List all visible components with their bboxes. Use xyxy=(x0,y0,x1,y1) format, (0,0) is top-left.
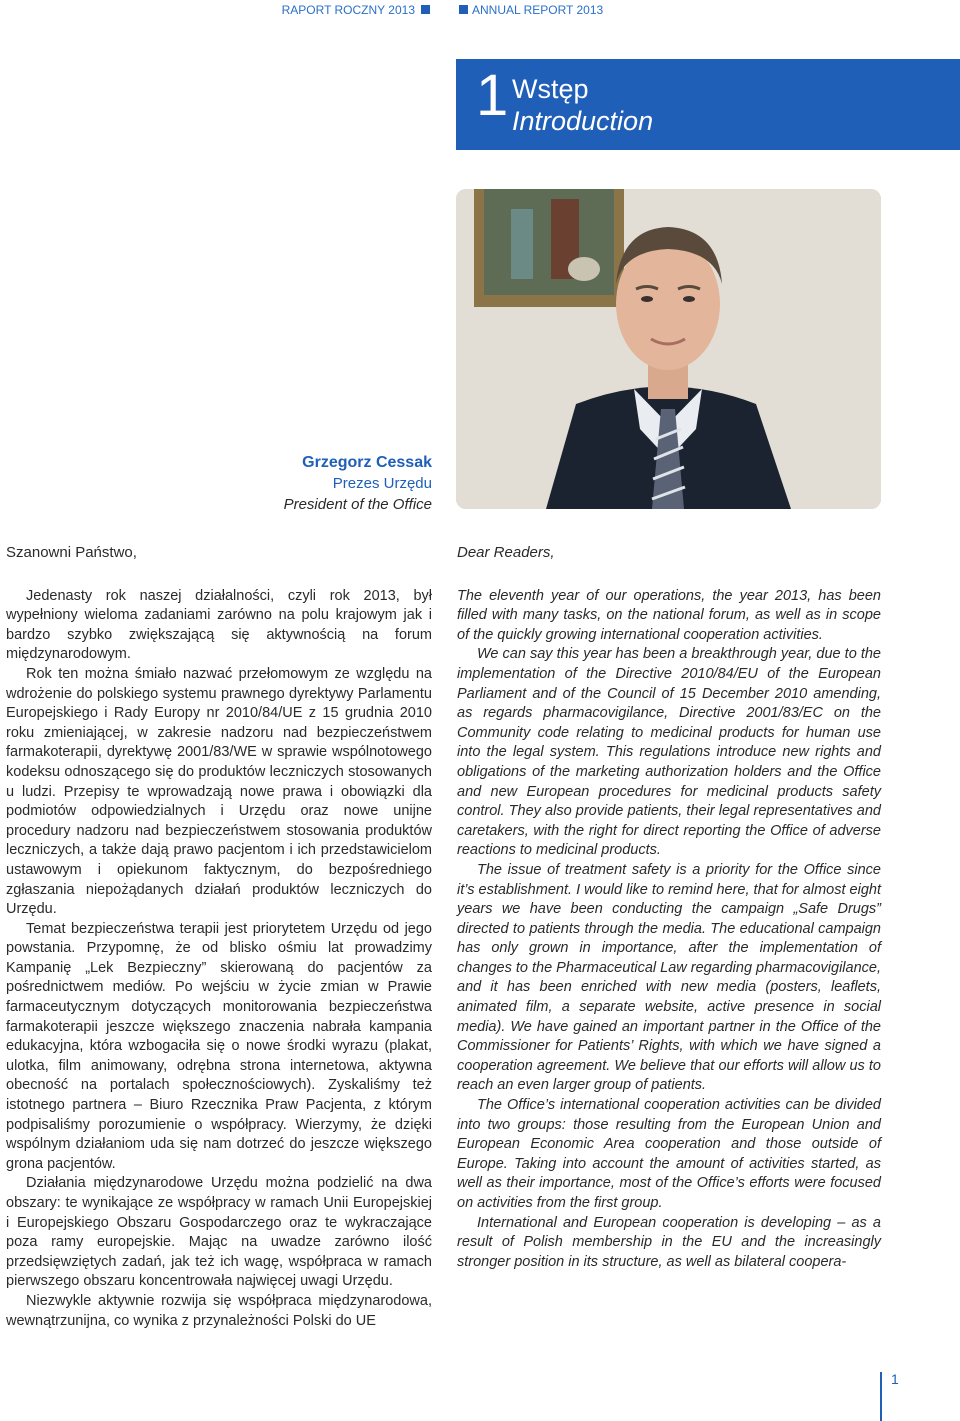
paragraph: Niezwykle aktywnie rozwija się współpraca międzynarodowa, wewnątrzunijna, co wynika z przynależności Polski do UE xyxy=(6,1292,432,1329)
paragraph: The issue of treatment safety is a priority for the Office since it’s establishment. I would like to remind here, that for almost eight years we have been conducting the campaign „Safe Drugs” directed to patients through the media. The educational campaign has only grown in importance, after the implementation of changes to the Pharmaceutical Law regarding pharmacovigilance, and it has been enriched with new media (posters, leaflets, animated film, a separate website, active presence in social media). We have gained an important partner in the Office of the Commissioner for Patients’ Rights, with which we have signed a cooperation agreement. We believe that our efforts will allow us to reach an even larger group of patients. xyxy=(457,861,881,1094)
chapter-number: 1 xyxy=(476,63,509,128)
square-bullet-icon xyxy=(421,5,430,14)
chapter-title-pl: Wstęp xyxy=(512,74,589,104)
running-header xyxy=(0,0,960,20)
person-role-en: President of the Office xyxy=(283,496,432,513)
paragraph: The Office’s international cooperation activities can be divided into two groups: those resulting from the European Union and European Economic Area cooperation and those outside of Europe. Taking into account the amount of activities started, as well as their importance, most of the Office’s efforts were focused on activities from the first group. xyxy=(457,1097,881,1211)
column-polish xyxy=(6,543,432,1331)
portrait-photo xyxy=(456,189,881,509)
paragraph: Jedenasty rok naszej działalności, czyli rok 2013, był wypełniony wieloma zadaniami zarówno na polu krajowym jak i bardzo szybko zwiększającą się aktywnością na forum międzynarodowym. xyxy=(6,587,432,663)
paragraph: Działania międzynarodowe Urzędu można podzielić na dwa obszary: te wynikające ze współpracy w ramach Unii Europejskiej i Europejskiego Obszaru Gospodarczego oraz te wykraczające poza ramy europejskie. Mając na uwadze zarówno ilość przedsięwziętych zadań, jak też ich wagę, współpraca w ramach pierwszego obszaru koncentrowała najwięcej uwagi Urzędu. xyxy=(6,1175,432,1290)
person-role-pl: Prezes Urzędu xyxy=(332,475,432,492)
paragraph: The eleventh year of our operations, the year 2013, has been filled with many tasks, on the national forum, as well as in scope of the quickly growing international cooperation activities. xyxy=(457,587,881,643)
portrait-caption xyxy=(284,452,432,515)
greeting-pl: Szanowni Państwo, xyxy=(6,544,137,561)
portrait-image xyxy=(456,189,881,509)
paragraph: Temat bezpieczeństwa terapii jest priorytetem Urzędu od jego powstania. Przypomnę, że od blisko ośmiu lat prowadzimy Kampanię „Lek Bezpieczny” skierowaną do pacjentów za pośrednictwem mediów. Po wejściu w życie zmian w Prawie farmaceutycznym dotyczących monitorowania bezpieczeństwa farmakoterapii jeszcze większego znaczenia nabrała kampania edukacyjna, która wzbogaciła się o nowe środki wyrazu (plakat, ulotka, film animowany, odrębna strona internetowa, aktywna obecność na portalach społecznościowych). Zyskaliśmy też istotnego partnera – Biuro Rzecznika Praw Pacjenta, z którym podpisaliśmy porozumienie o współpracy. Wierzymy, że dzięki wspólnym działaniom uda się nam dotrzeć do jeszcze większego grona pacjentów. xyxy=(6,920,432,1172)
page-number-rule xyxy=(880,1372,882,1421)
person-name: Grzegorz Cessak xyxy=(302,454,432,471)
header-label-en: ANNUAL REPORT 2013 xyxy=(472,3,604,17)
column-english xyxy=(457,543,881,1272)
header-label-pl: RAPORT ROCZNY 2013 xyxy=(281,3,415,17)
chapter-title-en: Introduction xyxy=(512,106,654,136)
page-number: 1 xyxy=(891,1371,899,1387)
greeting-en: Dear Readers, xyxy=(457,544,555,561)
paragraph: International and European cooperation is developing – as a result of Polish membership in the EU and the increasingly stronger position in its structure, as well as bilateral coopera- xyxy=(457,1214,881,1270)
paragraph: Rok ten można śmiało nazwać przełomowym ze względu na wdrożenie do polskiego systemu prawnego dyrektywy Parlamentu Europejskiego i Rady Europy nr 2010/84/UE z 15 grudnia 2010 roku zmieniającej, w zakresie nadzoru nad bezpieczeństwem farmakoterapii, dyrektywę 2001/83/WE w sprawie wspólnotowego kodeksu odnoszącego się do produktów leczniczych stosowanych u ludzi. Przepisy te wprowadzają nowe prawa i obowiązki dla podmiotów odpowiedzialnych i Urzędu oraz nowe unijne procedury nadzoru nad bezpieczeństwem stosowania produktów leczniczych, a także dają prawo pacjentom i ich przedstawicielom ustawowym i opiekunom faktycznym, do bezpośredniego zgłaszania niepożądanych działań produktów leczniczych do Urzędu. xyxy=(6,665,432,918)
square-bullet-icon xyxy=(459,5,468,14)
paragraph: We can say this year has been a breakthrough year, due to the implementation of the Directive 2010/84/EU of the European Parliament and of the Council of 15 December 2010 amending, as regards pharmacovigilance, Directive 2001/83/EC on the Community code relating to medicinal products for human use into the legal system. This regulations introduce new rights and obligations of the marketing authorization holders and the Office and new European procedures for medicinal products safety control. They also provide patients, their legal representatives and caretakers, with the right for direct reporting the Office of adverse reactions to medicinal products. xyxy=(457,646,881,859)
chapter-banner xyxy=(456,59,960,150)
